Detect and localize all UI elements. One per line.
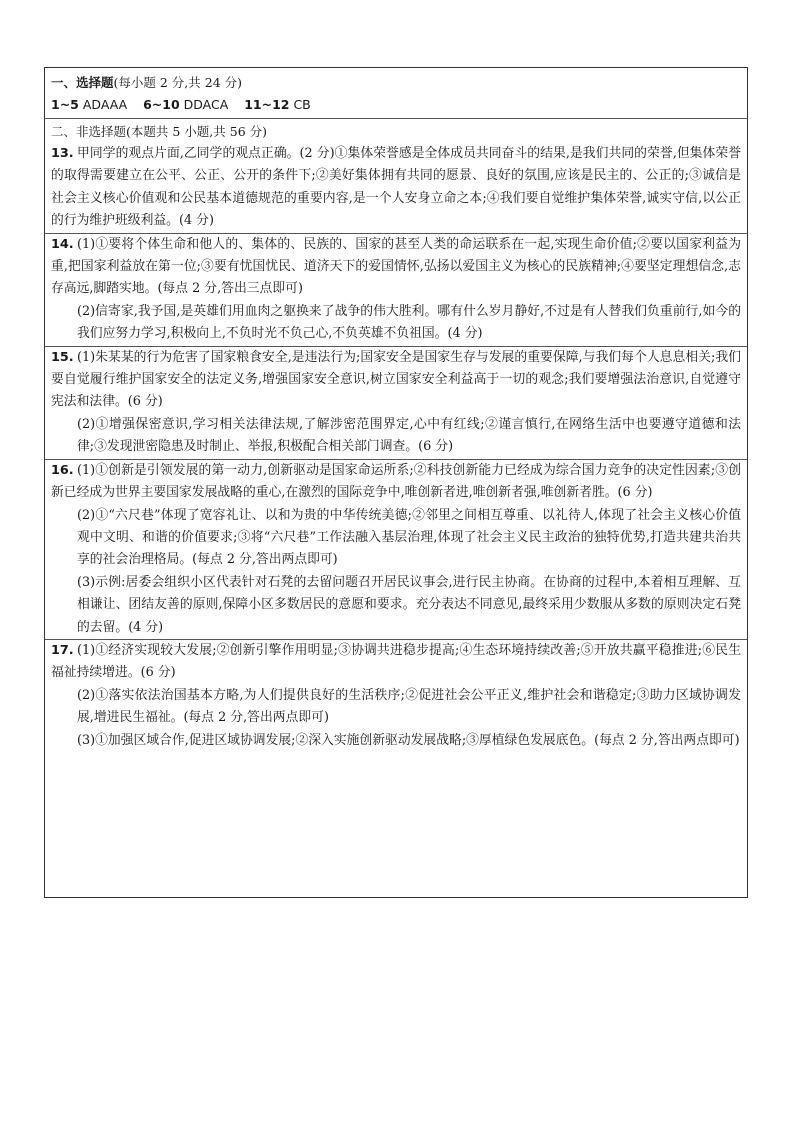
answer-text: 甲同学的观点片面,乙同学的观点正确。(2 分)①集体荣誉感是全体成员共同奋斗的结果,是我们共同的荣誉,但集体荣誉的取得需要建立在公平、公正、公开的条件下;②美好集体拥有共同的愿景、良好的氛围,应该是民主的、公正的;③诚信是社会主义核心价值观和公民基本道德规范的重要内容,是一个人安身立命之本;④我们要自觉维护集体荣誉,诚实守信,以公正的行为维护班级利益。(4 分) xyxy=(51,146,741,229)
question-number: 14. xyxy=(51,236,74,252)
range-2: 6~10 xyxy=(143,97,180,112)
choice-answers xyxy=(45,94,747,116)
section-2-heading xyxy=(45,121,747,143)
answer-part-3: (3)①加强区域合作,促进区域协调发展;②深入实施创新驱动发展战略;③厚植绿色发展底色。(每点 2 分,答出两点即可) xyxy=(77,732,740,748)
answer-part-2: (2)信寄家,我予国,是英雄们用血肉之躯换来了战争的伟大胜利。哪有什么岁月静好,不过是有人替我们负重前行,如今的我们应努力学习,积极向上,不负时光不负己心,不负英雄不负祖国。(4 分) xyxy=(77,303,741,342)
answer-part-1: (1)①创新是引领发展的第一动力,创新驱动是国家命运所系;②科技创新能力已经成为综合国力竞争的决定性因素;③创新已经成为世界主要国家发展战略的重心,在激烈的国际竞争中,唯创新者进,唯创新者强,唯创新者胜。(6 分) xyxy=(51,462,741,501)
question-number: 16. xyxy=(51,462,74,478)
answer-part-2: (2)①“六尺巷”体现了宽容礼让、以和为贵的中华传统美德;②邻里之间相互尊重、以礼待人,体现了社会主义核心价值观中文明、和谐的价值要求;③将“六尺巷”工作法融入基层治理,体现了社会主义民主政治的独特优势,打造共建共治共享的社会治理格局。(每点 2 分,答出两点即可) xyxy=(77,507,741,568)
answer-part-1: (1)朱某某的行为危害了国家粮食安全,是违法行为;国家安全是国家生存与发展的重要保障,与我们每个人息息相关;我们要自觉履行维护国家安全的法定义务,增强国家安全意识,树立国家安全利益高于一切的观念;我们要增强法治意识,自觉遵守宪法和法律。(6 分) xyxy=(51,349,741,410)
section-1-heading xyxy=(45,72,747,94)
question-15 xyxy=(45,347,747,459)
answer-part-1: (1)①要将个体生命和他人的、集体的、民族的、国家的甚至人类的命运联系在一起,实现生命价值;②要以国家利益为重,把国家利益放在第一位;③要有忧国忧民、道济天下的爱国情怀,弘扬以爱国主义为核心的民族精神;④要坚定理想信念,志存高远,脚踏实地。(每点 2 分,答出三点即可) xyxy=(51,236,741,297)
answer-part-1: (1)①经济实现较大发展;②创新引擎作用明显;③协调共进稳步提高;④生态环境持续改善;⑤开放共赢平稳推进;⑥民生福祉持续增进。(6 分) xyxy=(51,642,741,681)
question-17 xyxy=(45,640,747,752)
range-1: 1~5 xyxy=(51,97,79,112)
question-16 xyxy=(45,460,747,639)
question-14 xyxy=(45,234,747,346)
question-number: 13. xyxy=(51,146,74,161)
answers-1: ADAAA xyxy=(82,97,128,112)
question-number: 15. xyxy=(51,349,74,365)
range-3: 11~12 xyxy=(244,97,290,112)
divider xyxy=(45,118,747,119)
question-13 xyxy=(45,143,747,233)
section-1-note: (每小题 2 分,共 24 分) xyxy=(113,75,242,90)
answer-part-3: (3)示例:居委会组织小区代表针对石凳的去留问题召开居民议事会,进行民主协商。在协商的过程中,本着相互理解、互相谦让、团结友善的原则,保障小区多数居民的意愿和要求。充分表达不同意见,最终采用少数服从多数的原则决定石凳的去留。(4 分) xyxy=(77,574,741,635)
answers-2: DDACA xyxy=(183,97,229,112)
answer-sheet xyxy=(44,67,748,898)
section-2-note: (本题共 5 小题,共 56 分) xyxy=(126,124,267,139)
answer-part-2: (2)①增强保密意识,学习相关法律法规,了解涉密范围界定,心中有红线;②谨言慎行,在网络生活中也要遵守道德和法律;③发现泄密隐患及时制止、举报,积极配合相关部门调查。(6 分) xyxy=(77,416,741,455)
answers-3: CB xyxy=(293,97,311,112)
section-2-title: 二、非选择题 xyxy=(51,124,127,139)
question-number: 17. xyxy=(51,642,74,658)
section-1-title: 一、选择题 xyxy=(51,75,114,90)
answer-part-2: (2)①落实依法治国基本方略,为人们提供良好的生活秩序;②促进社会公平正义,维护社会和谐稳定;③助力区域协调发展,增进民生福祉。(每点 2 分,答出两点即可) xyxy=(77,687,741,726)
